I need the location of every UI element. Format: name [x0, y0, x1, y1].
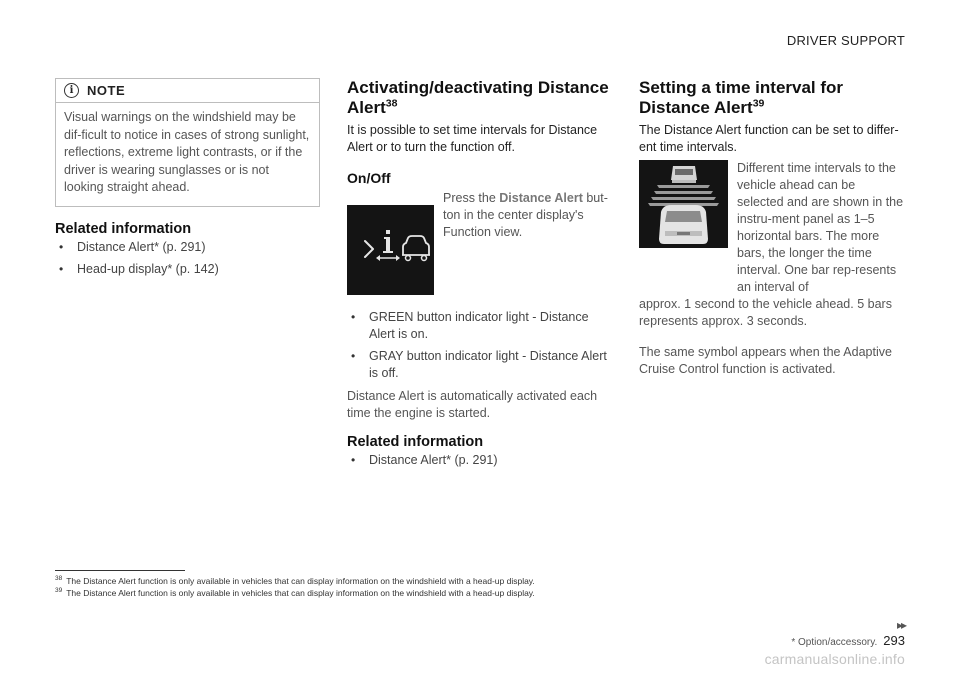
- page-info: [791, 633, 905, 648]
- footnote-ref: 39: [752, 97, 765, 110]
- footnote: $^{39}$ The Distance Alert function is only available in vehicles that can display information on the windshield with a head-up display.: [55, 587, 535, 599]
- list-item: • GREEN button indicator light - Distance Alert is on.: [347, 309, 614, 343]
- related-heading: Related information: [55, 220, 192, 237]
- note-box: [55, 78, 320, 207]
- page-number: 293: [883, 633, 905, 648]
- next-page-arrows-icon[interactable]: ▸▸: [896, 618, 905, 632]
- indicator-list: [347, 309, 614, 382]
- subheading-on-off: On/Off: [347, 170, 391, 186]
- related-link[interactable]: • Distance Alert* (p. 291): [347, 452, 614, 469]
- note-text: Visual warnings on the windshield may be dif-ficult to notice in cases of strong sunlight, reflections, extreme light contrasts, or if the driver is wearing sunglasses or is not looking straight ahead.: [64, 110, 310, 194]
- column-middle: [347, 78, 614, 474]
- interval-description-cont: approx. 1 second to the vehicle ahead. 5 bars represents approx. 3 seconds.: [639, 297, 892, 328]
- section-title-activating: Activating/deactivating Distance Alert$^{38}$: [347, 78, 609, 117]
- related-list: [55, 239, 320, 278]
- distance-bars-display-icon: [639, 160, 728, 248]
- press-instruction: Press the Distance Alert but-ton in the center display's Function view.: [443, 191, 608, 239]
- list-item: • GRAY button indicator light - Distance Alert is off.: [347, 348, 614, 382]
- footnote: $^{38}$ The Distance Alert function is only available in vehicles that can display information on the windshield with a head-up display.: [55, 575, 535, 586]
- display-figure-row: [639, 160, 905, 296]
- footnote-rule: [55, 570, 185, 571]
- column-left: [55, 78, 320, 283]
- note-header: [56, 79, 319, 103]
- column-right: [639, 78, 905, 378]
- distance-alert-button-icon: [347, 205, 434, 295]
- footnotes: [55, 570, 705, 599]
- info-circle-icon: i: [64, 83, 79, 98]
- auto-activation-text: Distance Alert is automatically activated each time the engine is started.: [347, 389, 598, 420]
- related-link[interactable]: • Head-up display* (p. 142): [55, 261, 320, 278]
- section-header: DRIVER SUPPORT: [786, 33, 905, 48]
- section-title-setting: Setting a time interval for Distance Alert$^{39}$: [639, 78, 844, 117]
- watermark: carmanualsonline.info: [764, 651, 905, 667]
- footnote-ref: 38: [385, 97, 398, 110]
- interval-description: Different time intervals to the vehicle ahead can be selected and are shown in the instru-ment panel as 1–5 horizontal bars. The more bars, the longer the time interval. One bar rep-resents an interval of: [737, 161, 904, 294]
- distance-alert-button-label: Distance Alert: [499, 191, 583, 205]
- related-link[interactable]: • Distance Alert* (p. 291): [55, 239, 320, 256]
- related-heading: Related information: [347, 434, 484, 450]
- related-list: [347, 452, 614, 469]
- button-figure-row: [347, 190, 614, 295]
- note-title: NOTE: [87, 83, 126, 98]
- acc-symbol-text: The same symbol appears when the Adaptive Cruise Control function is activated.: [639, 345, 892, 376]
- lead-text: The Distance Alert function can be set to differ-ent time intervals.: [639, 123, 899, 154]
- lead-text: It is possible to set time intervals for Distance Alert or to turn the function off.: [347, 123, 598, 154]
- option-note: * Option/accessory.: [791, 637, 878, 648]
